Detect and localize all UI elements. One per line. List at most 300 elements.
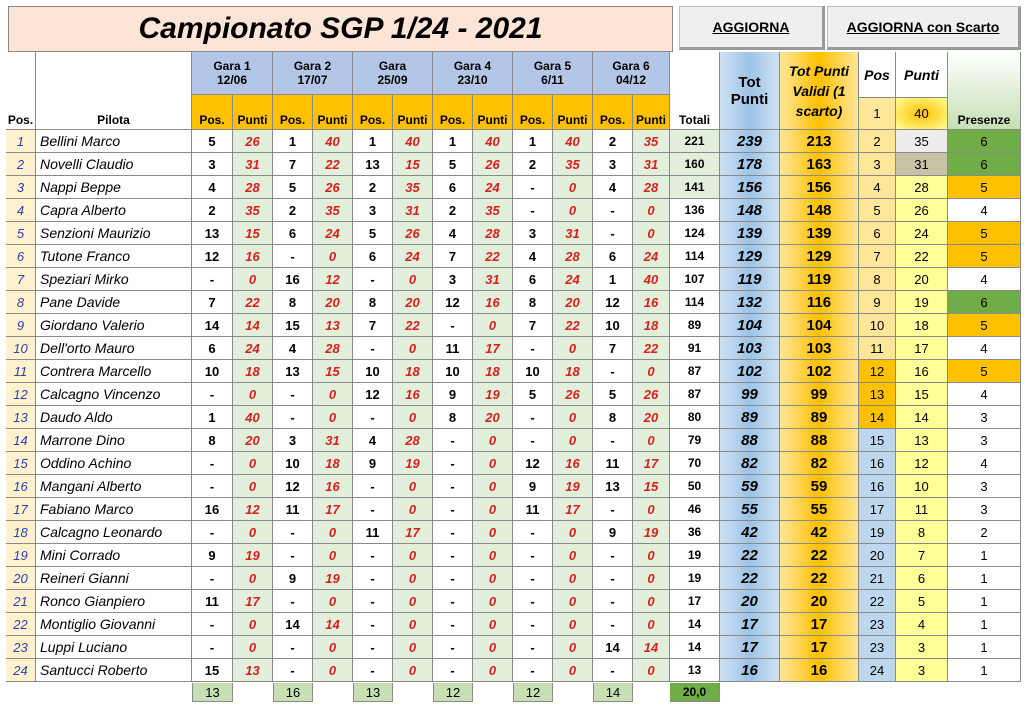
rank-pos-cell: 12	[859, 360, 896, 383]
rank-punti-cell: 18	[896, 314, 948, 337]
race-pos-cell: 9	[433, 383, 473, 406]
race-pos-cell: 6	[593, 245, 633, 268]
race-points-cell: 12	[313, 268, 353, 291]
presenze-cell: 1	[948, 636, 1021, 659]
race-pos-cell: -	[192, 521, 233, 544]
pilot-name: Mini Corrado	[36, 544, 192, 567]
race-points-cell: 16	[233, 245, 273, 268]
race-points-cell: 0	[553, 337, 593, 360]
race-points-cell: 35	[553, 153, 593, 176]
presenze-cell: 3	[948, 498, 1021, 521]
race-points-cell: 0	[393, 613, 433, 636]
race-pos-cell: -	[513, 406, 553, 429]
race-points-cell: 20	[633, 406, 670, 429]
race-points-cell: 0	[633, 544, 670, 567]
race-pos-cell: 12	[593, 291, 633, 314]
presenze-cell: 1	[948, 544, 1021, 567]
race-pos-cell: -	[593, 544, 633, 567]
race-points-cell: 18	[393, 360, 433, 383]
tot-punti-cell: 239	[720, 130, 780, 153]
race-pos-cell: 13	[593, 475, 633, 498]
rank-pos-cell: 13	[859, 383, 896, 406]
race-points-cell: 28	[633, 176, 670, 199]
race-pos-cell: 1	[192, 406, 233, 429]
race-points-cell: 0	[473, 590, 513, 613]
tot-punti-cell: 99	[720, 383, 780, 406]
race-pos-cell: 7	[353, 314, 393, 337]
validi-cell: 89	[780, 406, 859, 429]
pilot-name: Novelli Claudio	[36, 153, 192, 176]
presenze-cell: 1	[948, 659, 1021, 682]
race-pos-cell: -	[513, 659, 553, 682]
tot-punti-cell: 129	[720, 245, 780, 268]
rank-pos-cell: 16	[859, 475, 896, 498]
race-points-cell: 0	[553, 590, 593, 613]
presenze-cell: 4	[948, 452, 1021, 475]
race-pos-cell: 6	[433, 176, 473, 199]
race-pos-cell: 9	[273, 567, 313, 590]
race-points-cell: 14	[313, 613, 353, 636]
validi-cell: 17	[780, 636, 859, 659]
race-points-cell: 17	[633, 452, 670, 475]
totali-cell: 17	[670, 590, 720, 613]
tot-punti-cell: 59	[720, 475, 780, 498]
race-pos-cell: -	[593, 199, 633, 222]
race-points-cell: 18	[313, 452, 353, 475]
pilot-name: Contrera Marcello	[36, 360, 192, 383]
race-points-cell: 35	[633, 130, 670, 153]
race-pos-cell: 8	[192, 429, 233, 452]
race-points-cell: 24	[393, 245, 433, 268]
race-pos-cell: 4	[353, 429, 393, 452]
row-pos: 22	[6, 613, 36, 636]
race-points-cell: 0	[393, 544, 433, 567]
subheader-pos: Pos.	[513, 95, 553, 130]
tot-punti-cell: 156	[720, 176, 780, 199]
race-pos-cell: 7	[433, 245, 473, 268]
presenze-cell: 4	[948, 268, 1021, 291]
race-points-cell: 26	[313, 176, 353, 199]
race-points-cell: 18	[553, 360, 593, 383]
row-pos: 16	[6, 475, 36, 498]
rank-punti-cell: 28	[896, 176, 948, 199]
race-pos-cell: -	[192, 268, 233, 291]
totali-cell: 221	[670, 130, 720, 153]
header-tot-validi: Tot Punti Validi (1 scarto)	[780, 52, 859, 130]
subheader-pos: Pos.	[593, 95, 633, 130]
race-header	[273, 52, 353, 95]
race-points-cell: 0	[313, 383, 353, 406]
race-pos-cell: 8	[433, 406, 473, 429]
update-button[interactable]: AGGIORNA	[679, 6, 825, 50]
validi-cell: 55	[780, 498, 859, 521]
race-count-cell: 12	[433, 683, 473, 702]
rank-pos-cell: 5	[859, 199, 896, 222]
row-pos: 14	[6, 429, 36, 452]
race-pos-cell: 3	[433, 268, 473, 291]
race-points-cell: 0	[633, 199, 670, 222]
race-points-cell: 40	[473, 130, 513, 153]
race-points-cell: 20	[233, 429, 273, 452]
race-pos-cell: 9	[513, 475, 553, 498]
race-pos-cell: 8	[513, 291, 553, 314]
race-pos-cell: -	[273, 383, 313, 406]
race-points-cell: 40	[553, 130, 593, 153]
presenze-cell: 1	[948, 567, 1021, 590]
tot-punti-cell: 104	[720, 314, 780, 337]
race-pos-cell: 16	[192, 498, 233, 521]
totali-cell: 160	[670, 153, 720, 176]
race-points-cell: 0	[633, 429, 670, 452]
race-points-cell: 18	[233, 360, 273, 383]
race-pos-cell: 10	[353, 360, 393, 383]
header-rank-punti-value: 40	[896, 98, 948, 130]
rank-punti-cell: 20	[896, 268, 948, 291]
tot-punti-cell: 55	[720, 498, 780, 521]
race-pos-cell: 8	[353, 291, 393, 314]
race-name: Gara 2	[293, 59, 332, 73]
totali-cell: 14	[670, 613, 720, 636]
race-pos-cell: -	[353, 337, 393, 360]
race-name: Gara	[378, 59, 407, 73]
race-pos-cell: 5	[192, 130, 233, 153]
rank-punti-cell: 17	[896, 337, 948, 360]
race-points-cell: 26	[393, 222, 433, 245]
row-pos: 13	[6, 406, 36, 429]
race-points-cell: 31	[233, 153, 273, 176]
rank-punti-cell: 6	[896, 567, 948, 590]
race-points-cell: 40	[633, 268, 670, 291]
race-points-cell: 24	[313, 222, 353, 245]
race-points-cell: 13	[233, 659, 273, 682]
row-pos: 5	[6, 222, 36, 245]
race-header	[513, 52, 593, 95]
rank-pos-cell: 2	[859, 130, 896, 153]
presenze-cell: 5	[948, 360, 1021, 383]
race-points-cell: 0	[473, 498, 513, 521]
race-pos-cell: 1	[513, 130, 553, 153]
race-pos-cell: -	[192, 452, 233, 475]
race-pos-cell: 2	[192, 199, 233, 222]
race-points-cell: 0	[313, 406, 353, 429]
rank-punti-cell: 10	[896, 475, 948, 498]
validi-cell: 22	[780, 544, 859, 567]
race-pos-cell: 8	[593, 406, 633, 429]
subheader-punti: Punti	[553, 95, 593, 130]
validi-cell: 17	[780, 613, 859, 636]
race-points-cell: 40	[313, 130, 353, 153]
race-date: 6/11	[541, 73, 564, 87]
rank-punti-cell: 8	[896, 521, 948, 544]
totali-cell: 70	[670, 452, 720, 475]
race-points-cell: 15	[393, 153, 433, 176]
subheader-punti: Punti	[473, 95, 513, 130]
race-pos-cell: 11	[593, 452, 633, 475]
row-pos: 8	[6, 291, 36, 314]
race-points-cell: 20	[393, 291, 433, 314]
race-pos-cell: 12	[513, 452, 553, 475]
pilot-name: Ronco Gianpiero	[36, 590, 192, 613]
race-points-cell: 0	[233, 475, 273, 498]
race-pos-cell: -	[513, 544, 553, 567]
race-pos-cell: 12	[273, 475, 313, 498]
race-pos-cell: -	[593, 429, 633, 452]
totali-cell: 46	[670, 498, 720, 521]
rank-pos-cell: 7	[859, 245, 896, 268]
race-pos-cell: -	[273, 590, 313, 613]
race-pos-cell: -	[353, 406, 393, 429]
validi-cell: 20	[780, 590, 859, 613]
race-pos-cell: 14	[192, 314, 233, 337]
totali-cell: 36	[670, 521, 720, 544]
race-pos-cell: 13	[353, 153, 393, 176]
row-pos: 18	[6, 521, 36, 544]
rank-punti-cell: 24	[896, 222, 948, 245]
rank-pos-cell: 21	[859, 567, 896, 590]
race-points-cell: 16	[473, 291, 513, 314]
race-pos-cell: 5	[593, 383, 633, 406]
header-pos: Pos.	[6, 52, 36, 130]
race-pos-cell: -	[593, 222, 633, 245]
race-header	[593, 52, 670, 95]
race-header	[433, 52, 513, 95]
race-count-cell: 13	[353, 683, 393, 702]
validi-cell: 163	[780, 153, 859, 176]
race-points-cell: 0	[393, 636, 433, 659]
race-points-cell: 35	[393, 176, 433, 199]
race-pos-cell: 7	[513, 314, 553, 337]
pilot-name: Speziari Mirko	[36, 268, 192, 291]
race-pos-cell: -	[192, 613, 233, 636]
pilot-name: Calcagno Vincenzo	[36, 383, 192, 406]
validi-cell: 213	[780, 130, 859, 153]
race-count-cell: 12	[513, 683, 553, 702]
rank-punti-cell: 5	[896, 590, 948, 613]
race-pos-cell: 6	[273, 222, 313, 245]
race-points-cell: 19	[393, 452, 433, 475]
race-date: 12/06	[216, 73, 248, 87]
row-pos: 23	[6, 636, 36, 659]
race-pos-cell: -	[433, 567, 473, 590]
race-points-cell: 0	[633, 360, 670, 383]
race-points-cell: 22	[553, 314, 593, 337]
validi-cell: 104	[780, 314, 859, 337]
presenze-cell: 3	[948, 406, 1021, 429]
row-pos: 21	[6, 590, 36, 613]
validi-cell: 16	[780, 659, 859, 682]
pilot-name: Tutone Franco	[36, 245, 192, 268]
race-pos-cell: -	[192, 383, 233, 406]
row-pos: 1	[6, 130, 36, 153]
tot-punti-cell: 17	[720, 613, 780, 636]
race-pos-cell: -	[273, 521, 313, 544]
race-pos-cell: -	[593, 567, 633, 590]
presenze-cell: 2	[948, 521, 1021, 544]
race-points-cell: 40	[233, 406, 273, 429]
race-pos-cell: -	[433, 475, 473, 498]
update-with-discard-button[interactable]: AGGIORNA con Scarto	[827, 6, 1021, 50]
presenze-cell: 1	[948, 590, 1021, 613]
pilot-name: Santucci Roberto	[36, 659, 192, 682]
race-pos-cell: -	[353, 475, 393, 498]
race-pos-cell: -	[353, 544, 393, 567]
presenze-cell: 5	[948, 314, 1021, 337]
tot-punti-cell: 88	[720, 429, 780, 452]
tot-punti-cell: 82	[720, 452, 780, 475]
pilot-name: Fabiano Marco	[36, 498, 192, 521]
race-pos-cell: 3	[513, 222, 553, 245]
subheader-punti: Punti	[233, 95, 273, 130]
race-pos-cell: 1	[353, 130, 393, 153]
race-pos-cell: 2	[433, 199, 473, 222]
totali-cell: 114	[670, 245, 720, 268]
tot-punti-cell: 16	[720, 659, 780, 682]
rank-pos-cell: 8	[859, 268, 896, 291]
totali-cell: 19	[670, 567, 720, 590]
race-points-cell: 31	[393, 199, 433, 222]
race-pos-cell: 6	[353, 245, 393, 268]
rank-punti-cell: 4	[896, 613, 948, 636]
totali-cell: 14	[670, 636, 720, 659]
row-pos: 2	[6, 153, 36, 176]
race-pos-cell: -	[353, 498, 393, 521]
race-pos-cell: -	[433, 521, 473, 544]
race-pos-cell: -	[433, 636, 473, 659]
race-pos-cell: 8	[273, 291, 313, 314]
pilot-name: Marrone Dino	[36, 429, 192, 452]
race-points-cell: 16	[393, 383, 433, 406]
race-points-cell: 0	[553, 567, 593, 590]
race-pos-cell: 4	[192, 176, 233, 199]
race-points-cell: 22	[473, 245, 513, 268]
race-points-cell: 0	[553, 613, 593, 636]
totali-cell: 19	[670, 544, 720, 567]
race-points-cell: 17	[473, 337, 513, 360]
race-points-cell: 40	[393, 130, 433, 153]
race-points-cell: 0	[633, 222, 670, 245]
race-points-cell: 0	[473, 452, 513, 475]
race-points-cell: 15	[233, 222, 273, 245]
race-pos-cell: 5	[513, 383, 553, 406]
race-pos-cell: -	[433, 659, 473, 682]
totali-cell: 91	[670, 337, 720, 360]
totali-cell: 13	[670, 659, 720, 682]
race-pos-cell: -	[353, 567, 393, 590]
race-points-cell: 0	[553, 429, 593, 452]
tot-punti-cell: 103	[720, 337, 780, 360]
presenze-cell: 5	[948, 176, 1021, 199]
race-pos-cell: 13	[192, 222, 233, 245]
race-points-cell: 15	[313, 360, 353, 383]
race-pos-cell: -	[433, 314, 473, 337]
race-pos-cell: 6	[192, 337, 233, 360]
race-pos-cell: 1	[433, 130, 473, 153]
race-points-cell: 28	[313, 337, 353, 360]
validi-cell: 103	[780, 337, 859, 360]
race-points-cell: 15	[633, 475, 670, 498]
validi-cell: 116	[780, 291, 859, 314]
rank-pos-cell: 24	[859, 659, 896, 682]
race-pos-cell: 12	[433, 291, 473, 314]
header-rank-pos-value: 1	[859, 98, 896, 130]
subheader-punti: Punti	[313, 95, 353, 130]
tot-punti-cell: 119	[720, 268, 780, 291]
race-pos-cell: -	[513, 337, 553, 360]
pilot-name: Oddino Achino	[36, 452, 192, 475]
tot-punti-cell: 17	[720, 636, 780, 659]
rank-pos-cell: 9	[859, 291, 896, 314]
race-pos-cell: 10	[593, 314, 633, 337]
pilot-name: Mangani Alberto	[36, 475, 192, 498]
rank-punti-cell: 26	[896, 199, 948, 222]
race-pos-cell: -	[273, 406, 313, 429]
race-points-cell: 28	[233, 176, 273, 199]
pilot-name: Daudo Aldo	[36, 406, 192, 429]
race-name: Gara 1	[213, 59, 251, 73]
race-points-cell: 16	[313, 475, 353, 498]
rank-punti-cell: 7	[896, 544, 948, 567]
race-pos-cell: 11	[353, 521, 393, 544]
race-pos-cell: -	[192, 475, 233, 498]
race-points-cell: 0	[633, 590, 670, 613]
race-pos-cell: -	[353, 268, 393, 291]
race-pos-cell: -	[593, 613, 633, 636]
race-pos-cell: 10	[433, 360, 473, 383]
row-pos: 7	[6, 268, 36, 291]
race-points-cell: 19	[473, 383, 513, 406]
race-name: Gara 5	[533, 59, 572, 73]
presenze-cell: 3	[948, 429, 1021, 452]
presenze-cell: 1	[948, 613, 1021, 636]
race-pos-cell: 6	[513, 268, 553, 291]
row-pos: 9	[6, 314, 36, 337]
rank-pos-cell: 14	[859, 406, 896, 429]
presenze-cell: 6	[948, 291, 1021, 314]
rank-pos-cell: 4	[859, 176, 896, 199]
validi-cell: 102	[780, 360, 859, 383]
race-points-cell: 0	[233, 383, 273, 406]
race-pos-cell: 10	[513, 360, 553, 383]
race-pos-cell: 16	[273, 268, 313, 291]
totali-cell: 79	[670, 429, 720, 452]
race-points-cell: 31	[313, 429, 353, 452]
race-points-cell: 0	[473, 636, 513, 659]
pilot-name: Giordano Valerio	[36, 314, 192, 337]
race-points-cell: 35	[313, 199, 353, 222]
row-pos: 24	[6, 659, 36, 682]
rank-punti-cell: 3	[896, 659, 948, 682]
race-pos-cell: 11	[273, 498, 313, 521]
validi-cell: 148	[780, 199, 859, 222]
race-points-cell: 19	[233, 544, 273, 567]
tot-punti-cell: 20	[720, 590, 780, 613]
validi-cell: 88	[780, 429, 859, 452]
rank-pos-cell: 16	[859, 452, 896, 475]
race-points-cell: 0	[553, 544, 593, 567]
race-pos-cell: 13	[273, 360, 313, 383]
race-pos-cell: 1	[273, 130, 313, 153]
rank-punti-cell: 16	[896, 360, 948, 383]
row-pos: 12	[6, 383, 36, 406]
subheader-pos: Pos.	[273, 95, 313, 130]
race-points-cell: 20	[313, 291, 353, 314]
race-pos-cell: 3	[353, 199, 393, 222]
race-points-cell: 26	[473, 153, 513, 176]
totali-cell: 50	[670, 475, 720, 498]
row-pos: 19	[6, 544, 36, 567]
row-pos: 17	[6, 498, 36, 521]
totali-cell: 107	[670, 268, 720, 291]
